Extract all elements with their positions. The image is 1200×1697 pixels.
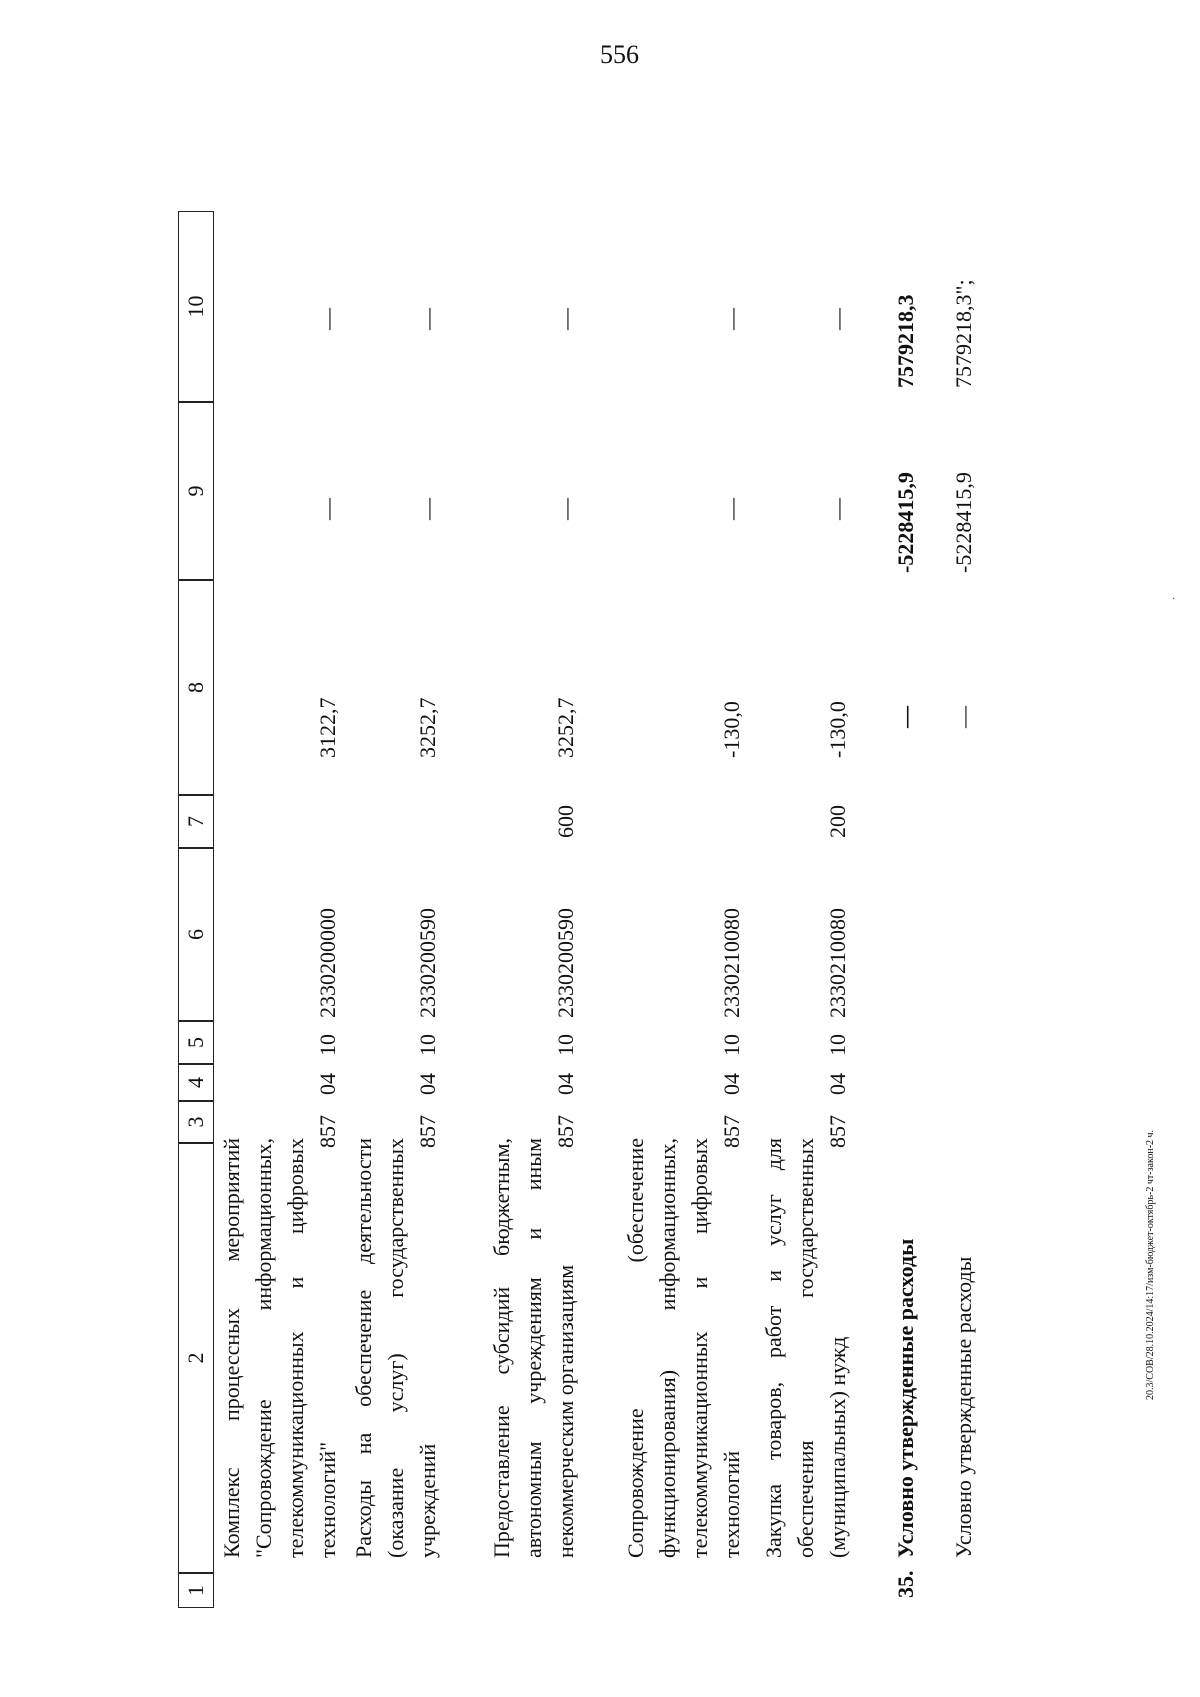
header-col-3: 3 xyxy=(178,1101,214,1143)
cell-c6: 2330200590 xyxy=(553,908,578,1018)
header-col-7: 7 xyxy=(178,795,214,848)
cell-c8: -130,0 xyxy=(719,701,744,758)
row-description: Закупка товаров, работ и услуг для обеспечения государственных (муниципальных) нужд xyxy=(761,1138,850,1558)
cell-c3: 857 xyxy=(719,1115,744,1148)
cell-c5: 10 xyxy=(719,1034,744,1056)
section-title: Условно утвержденные расходы xyxy=(893,1238,918,1558)
header-col-9: 9 xyxy=(178,402,214,580)
header-col-4: 4 xyxy=(178,1064,214,1101)
document-footer: 20.3/СОВ/28.10.2024/14:17/изм-бюджет-октябрь-2 чт-закон-2 ч. xyxy=(1145,1129,1156,1400)
header-col-2: 2 xyxy=(178,1143,214,1573)
header-col-10: 10 xyxy=(178,211,214,402)
cell-c3: 857 xyxy=(315,1115,340,1148)
cell-c7: 600 xyxy=(553,805,578,838)
section-c8: — xyxy=(893,706,918,728)
cell-c10: — xyxy=(315,308,340,330)
cell-c3: 857 xyxy=(553,1115,578,1148)
cell-c4: 04 xyxy=(315,1073,340,1095)
cell-c7: 200 xyxy=(825,805,850,838)
cell-c10: — xyxy=(553,308,578,330)
cell-c5: 10 xyxy=(553,1034,578,1056)
cell-c4: 04 xyxy=(553,1073,578,1095)
cell-c9: — xyxy=(415,498,440,520)
cell-c9: — xyxy=(553,498,578,520)
cell-c10: — xyxy=(415,308,440,330)
section-c10: 7579218,3 xyxy=(893,294,918,388)
cell-c6: 2330200590 xyxy=(415,908,440,1018)
row-description: Сопровождение (обеспечение функционирования) информационных, телекоммуникационных и цифровых технологий xyxy=(623,1138,744,1558)
cell-c9: — xyxy=(315,498,340,520)
cell-c8: 3122,7 xyxy=(315,697,340,758)
header-col-1: 1 xyxy=(178,1573,214,1608)
total-c8: — xyxy=(951,706,976,728)
cell-c4: 04 xyxy=(415,1073,440,1095)
table-header xyxy=(178,86,214,1608)
cell-c6: 2330210080 xyxy=(719,908,744,1018)
scan-mark: . xyxy=(1172,588,1175,602)
cell-c3: 857 xyxy=(415,1115,440,1148)
cell-c3: 857 xyxy=(825,1115,850,1148)
cell-c9: — xyxy=(825,498,850,520)
total-c9: -5228415,9 xyxy=(951,472,976,573)
cell-c8: 3252,7 xyxy=(415,697,440,758)
section-c9: -5228415,9 xyxy=(893,472,918,573)
cell-c8: 3252,7 xyxy=(553,697,578,758)
cell-c5: 10 xyxy=(415,1034,440,1056)
cell-c5: 10 xyxy=(315,1034,340,1056)
row-description: Расходы на обеспечение деятельности (оказание услуг) государственных учреждений xyxy=(351,1138,440,1558)
total-c10: 7579218,3"; xyxy=(951,279,976,388)
total-title: Условно утвержденные расходы xyxy=(951,1256,976,1558)
header-col-6: 6 xyxy=(178,848,214,1021)
row-description: Комплекс процессных мероприятий "Сопровождение информационных, телекоммуникационных и цифровых технологий" xyxy=(219,1138,340,1558)
row-description: Предоставление субсидий бюджетным, автономным учреждениям и иным некоммерческим организациям xyxy=(489,1138,578,1558)
cell-c4: 04 xyxy=(825,1073,850,1095)
cell-c8: -130,0 xyxy=(825,701,850,758)
rotated-table xyxy=(178,86,1000,1608)
cell-c10: — xyxy=(825,308,850,330)
cell-c6: 2330210080 xyxy=(825,908,850,1018)
cell-c4: 04 xyxy=(719,1073,744,1095)
cell-c5: 10 xyxy=(825,1034,850,1056)
section-number: 35. xyxy=(893,1570,918,1598)
cell-c6: 2330200000 xyxy=(315,908,340,1018)
header-col-5: 5 xyxy=(178,1021,214,1064)
cell-c10: — xyxy=(719,308,744,330)
header-col-8: 8 xyxy=(178,580,214,795)
cell-c9: — xyxy=(719,498,744,520)
page-number: 556 xyxy=(600,40,639,69)
